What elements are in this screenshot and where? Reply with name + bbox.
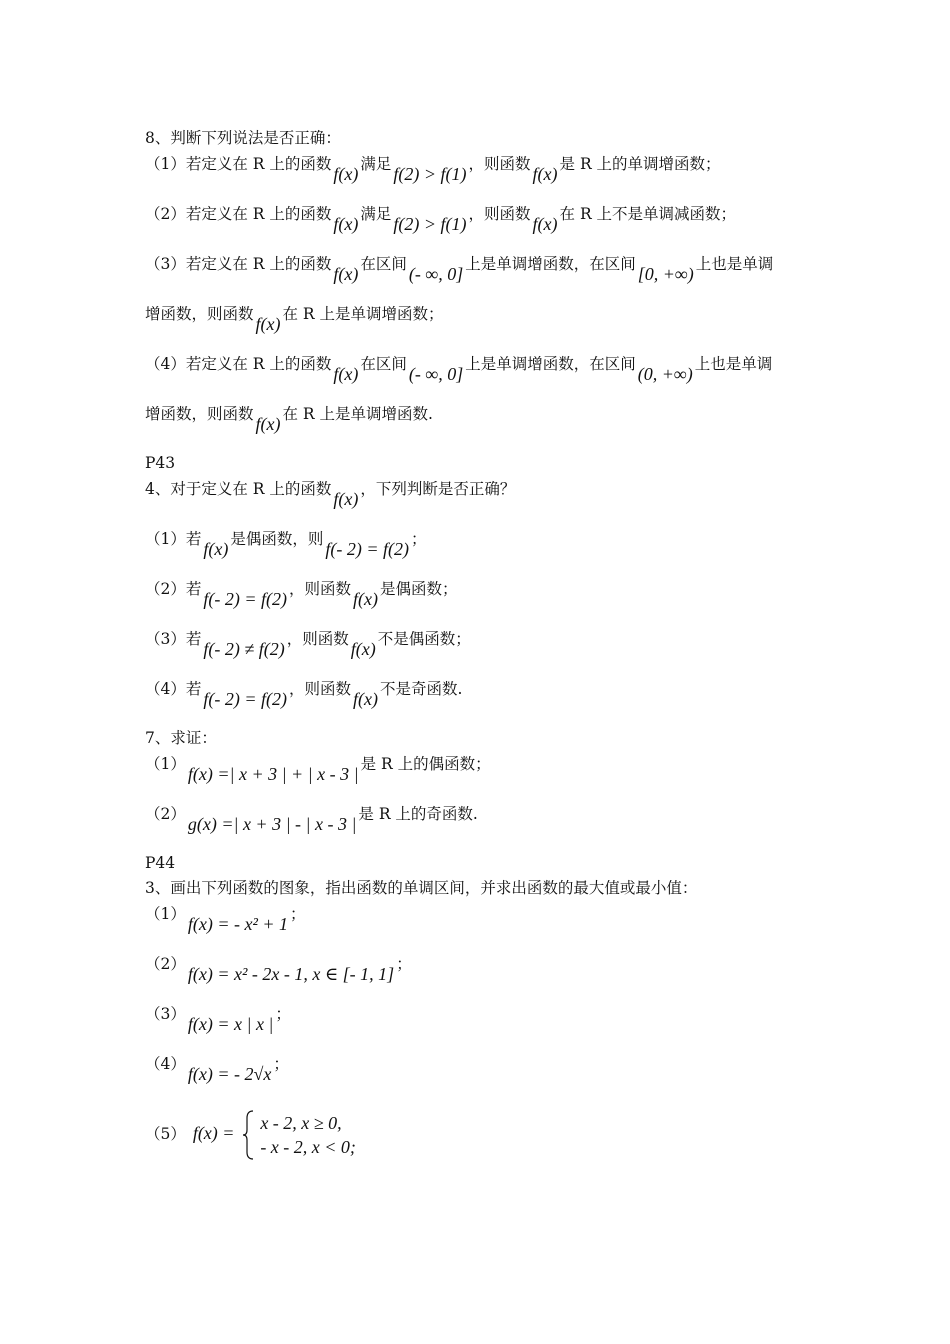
brace-icon bbox=[241, 1110, 255, 1160]
math-expression: f(x) bbox=[333, 264, 359, 284]
text-line bbox=[145, 153, 721, 184]
line-text: ； bbox=[275, 1005, 291, 1023]
text-line bbox=[145, 1053, 289, 1084]
line-text: 是 R 上的单调增函数； bbox=[559, 155, 721, 173]
line-text: ； bbox=[411, 530, 427, 548]
line-text: （1）若定义在 R 上的函数 bbox=[145, 155, 332, 173]
math-expression: f(2) > f(1) bbox=[393, 164, 467, 184]
line-text: ，则函数 bbox=[468, 155, 531, 173]
text-line bbox=[145, 953, 412, 984]
text-line bbox=[145, 803, 478, 834]
text-line bbox=[145, 128, 341, 148]
line-text: 7、求证： bbox=[145, 729, 217, 747]
line-text: （4） bbox=[145, 1055, 186, 1073]
text-line bbox=[145, 403, 433, 434]
math-expression: f(x) bbox=[333, 214, 359, 234]
math-expression: (0, +∞) bbox=[637, 364, 693, 384]
line-text: （4）若 bbox=[145, 680, 202, 698]
text-line bbox=[145, 628, 471, 659]
line-text: 是偶函数； bbox=[380, 580, 458, 598]
math-expression: f(x) = x | x | bbox=[187, 1014, 274, 1034]
line-text: 在区间 bbox=[360, 355, 407, 373]
line-text: （3）若定义在 R 上的函数 bbox=[145, 255, 332, 273]
line-text: （2） bbox=[145, 805, 186, 823]
line-text: 是偶函数，则 bbox=[230, 530, 324, 548]
line-text: 增函数，则函数 bbox=[145, 405, 254, 423]
piecewise-lhs: f(x) = bbox=[192, 1123, 235, 1143]
text-line bbox=[145, 303, 444, 334]
line-text: 在 R 上是单调增函数. bbox=[282, 405, 433, 423]
line-text: （1） bbox=[145, 755, 186, 773]
text-line bbox=[145, 203, 737, 234]
line-text: 在 R 上不是单调减函数； bbox=[559, 205, 737, 223]
math-expression: f(x) bbox=[532, 214, 558, 234]
math-expression: f(- 2) = f(2) bbox=[325, 539, 409, 559]
line-text: ，下列判断是否正确？ bbox=[360, 480, 516, 498]
text-line bbox=[145, 1003, 291, 1034]
math-expression: f(- 2) = f(2) bbox=[203, 589, 287, 609]
line-text: （3） bbox=[145, 1005, 186, 1023]
math-expression: f(- 2) = f(2) bbox=[203, 689, 287, 709]
line-text: 上是单调增函数，在区间 bbox=[465, 255, 636, 273]
line-text: 上也是单调 bbox=[695, 255, 774, 273]
line-text: 上是单调增函数，在区间 bbox=[465, 355, 636, 373]
line-text: ； bbox=[290, 905, 306, 923]
math-expression: f(x) bbox=[350, 639, 376, 659]
math-expression: f(x) = - x² + 1 bbox=[187, 914, 289, 934]
text-line bbox=[145, 678, 463, 709]
line-text: 是 R 上的偶函数； bbox=[360, 755, 491, 773]
math-expression: f(x) bbox=[353, 689, 378, 709]
math-expression: f(x) =| x + 3 | + | x - 3 | bbox=[187, 764, 359, 784]
text-line bbox=[145, 578, 458, 609]
line-text: （3）若 bbox=[145, 630, 202, 648]
text-line bbox=[145, 728, 217, 748]
math-expression: f(- 2) ≠ f(2) bbox=[203, 639, 285, 659]
text-line bbox=[145, 453, 175, 473]
text-line bbox=[145, 878, 697, 898]
math-expression: f(x) = x² - 2x - 1, x ∈ [- 1, 1] bbox=[187, 964, 395, 984]
line-text: 满足 bbox=[360, 155, 392, 173]
text-line bbox=[145, 853, 175, 873]
math-expression: f(x) = - 2√x bbox=[187, 1064, 272, 1084]
math-expression: f(x) bbox=[203, 539, 229, 559]
text-line bbox=[145, 753, 491, 784]
line-text: P44 bbox=[145, 854, 176, 872]
line-text: 在 R 上是单调增函数； bbox=[282, 305, 444, 323]
line-text: P43 bbox=[145, 454, 176, 472]
line-text: （2） bbox=[145, 955, 186, 973]
piecewise-label: （5） bbox=[145, 1125, 186, 1143]
line-text: （2）若 bbox=[145, 580, 202, 598]
math-expression: (- ∞, 0] bbox=[408, 264, 464, 284]
math-expression: f(x) bbox=[353, 589, 378, 609]
text-line bbox=[145, 253, 774, 284]
piecewise-cases bbox=[260, 1111, 356, 1159]
piecewise-problem bbox=[145, 1110, 356, 1160]
piecewise-case-1: x - 2, x ≥ 0, bbox=[260, 1113, 342, 1133]
line-text: ，则函数 bbox=[468, 205, 531, 223]
math-expression: f(x) bbox=[333, 489, 359, 509]
line-text: （2）若定义在 R 上的函数 bbox=[145, 205, 332, 223]
math-expression: (- ∞, 0] bbox=[408, 364, 464, 384]
line-text: 不是偶函数； bbox=[377, 630, 471, 648]
line-text: 增函数，则函数 bbox=[145, 305, 254, 323]
line-text: （4）若定义在 R 上的函数 bbox=[145, 355, 332, 373]
math-expression: f(x) bbox=[255, 414, 281, 434]
line-text: 8、判断下列说法是否正确： bbox=[145, 129, 341, 147]
text-line bbox=[145, 528, 427, 559]
math-expression: f(x) bbox=[333, 164, 359, 184]
line-text: ，则函数 bbox=[289, 680, 352, 698]
math-expression: f(x) bbox=[333, 364, 359, 384]
line-text: ； bbox=[396, 955, 412, 973]
math-expression: f(2) > f(1) bbox=[393, 214, 467, 234]
line-text: ； bbox=[273, 1055, 289, 1073]
math-expression: [0, +∞) bbox=[637, 264, 694, 284]
line-text: （1） bbox=[145, 905, 186, 923]
line-text: 4、对于定义在 R 上的函数 bbox=[145, 480, 332, 498]
line-text: ，则函数 bbox=[286, 630, 349, 648]
line-text: 是 R 上的奇函数. bbox=[358, 805, 478, 823]
text-line bbox=[145, 478, 516, 509]
math-expression: f(x) bbox=[255, 314, 281, 334]
line-text: 上也是单调 bbox=[694, 355, 773, 373]
line-text: 不是奇函数. bbox=[380, 680, 463, 698]
math-expression: f(x) bbox=[532, 164, 558, 184]
text-line bbox=[145, 353, 773, 384]
line-text: 3、画出下列函数的图象，指出函数的单调区间，并求出函数的最大值或最小值： bbox=[145, 879, 698, 897]
line-text: 满足 bbox=[360, 205, 392, 223]
line-text: （1）若 bbox=[145, 530, 202, 548]
piecewise-case-2: - x - 2, x < 0; bbox=[260, 1137, 356, 1157]
text-line bbox=[145, 903, 306, 934]
line-text: 在区间 bbox=[360, 255, 407, 273]
line-text: ，则函数 bbox=[289, 580, 352, 598]
math-expression: g(x) =| x + 3 | - | x - 3 | bbox=[187, 814, 357, 834]
